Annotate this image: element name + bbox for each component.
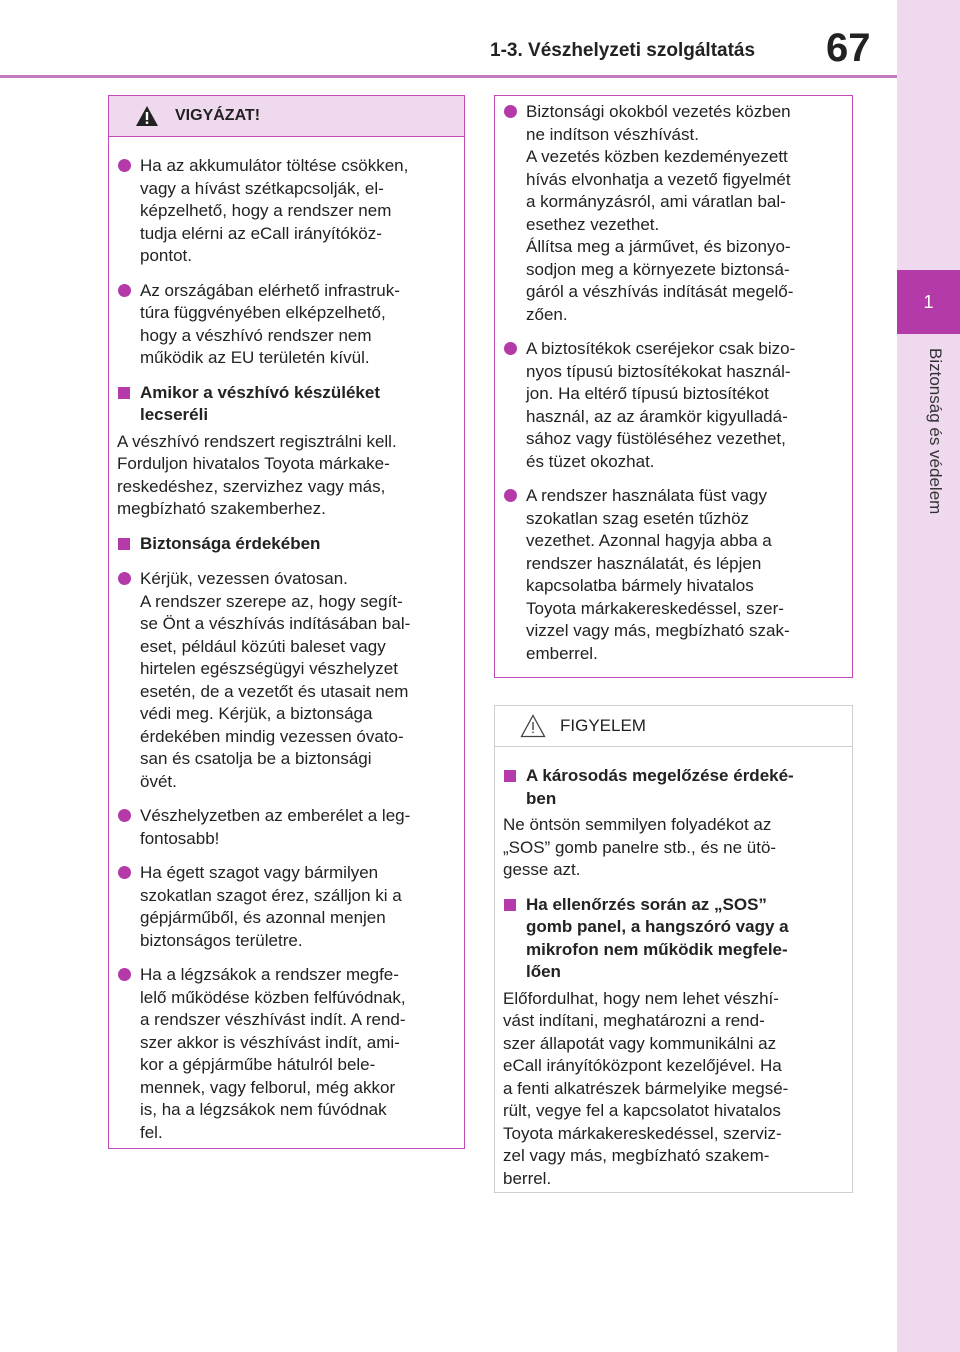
list-item-text: Ha égett szagot vagy bármilyen szokatlan szagot érez, szálljon ki a gépjárműből, és azonnal menjen biztonságos területre.: [140, 863, 402, 950]
list-item: [117, 280, 454, 370]
chapter-title: Biztonság és védelem: [926, 348, 945, 515]
bullet-icon: [118, 284, 131, 297]
list-item-text: Az országában elérhető infrastruk- túra függvényében elképzelhető, hogy a vészhívó rendszer nem működik az EU területén kívül.: [140, 280, 400, 367]
damage-text: Ne öntsön semmilyen folyadékot az „SOS” gomb panelre stb., és ne ütö- gesse azt.: [503, 815, 777, 879]
bullet-icon: [118, 968, 131, 981]
list-item: [117, 862, 454, 952]
notice-box: [494, 705, 853, 1193]
square-bullet-icon: [504, 770, 516, 782]
replace-heading: Amikor a vészhívó készüléket lecseréli: [140, 382, 381, 424]
warning-header: [109, 96, 464, 137]
list-item: [117, 568, 454, 793]
square-bullet-icon: [118, 387, 130, 399]
warning-box: [108, 95, 465, 1149]
notice-header: [495, 706, 852, 747]
bullet-icon: [504, 342, 517, 355]
page-number: 67: [826, 26, 871, 70]
warning-continued-box: [494, 95, 853, 678]
list-item-text: Kérjük, vezessen óvatosan. A rendszer szerepe az, hogy segít- se Önt a vészhívás indításában bal- eset, például közúti baleset vagy hirtelen egészségügyi vészhelyzet esetén, de a vezetőt és utasait nem védi meg. Kérjük, a biztonsága érdekében mindig vezessen óvato- san és csatolja be a biztonsági övét.: [140, 569, 411, 791]
list-item-text: A biztosítékok cseréjekor csak bizo- nyos típusú biztosítékokat használ- jon. Ha eltérő típusú biztosítékot használ, az az áramkör kigyulladá- sához vagy füstöléséhez vezethet, és tüzet okozhat.: [526, 339, 796, 471]
bullet-icon: [504, 105, 517, 118]
bullet-icon: [504, 489, 517, 502]
list-item-text: A rendszer használata füst vagy szokatlan szag esetén tűzhöz vezethet. Azonnal hagyja abba a rendszer használatát, és lépjen kapcsolatba bármely hivatalos Toyota márkakereskedéssel, szer- vizzel vagy más, megbízható szak- emberrel.: [526, 486, 790, 663]
chapter-number-tab[interactable]: 1: [897, 270, 960, 334]
list-item: [503, 338, 842, 473]
section-title: 1-3. Vészhelyzeti szolgáltatás: [490, 40, 756, 61]
check-heading: Ha ellenőrzés során az „SOS” gomb panel, a hangszóró vagy a mikrofon nem működik megfele- lően: [526, 894, 789, 981]
caution-triangle-icon: [520, 714, 546, 738]
bullet-icon: [118, 866, 131, 879]
warning-triangle-icon: [135, 105, 159, 127]
notice-title: FIGYELEM: [560, 716, 646, 735]
subheading: [117, 533, 454, 557]
warning-title: VIGYÁZAT!: [175, 107, 261, 124]
safety-heading: Biztonsága érdekében: [140, 533, 321, 553]
bullet-icon: [118, 159, 131, 172]
list-item: [503, 101, 842, 326]
check-text: Előfordulhat, hogy nem lehet vészhí- vást indítani, meghatározni a rend- szer állapotát vagy kommunikálni az eCall irányítóközpont kezelőjével. Ha a fenti alkatrészek bármelyike megsé- rült, vegye fel a kapcsolatot hivatalos Toyota márkakereskedéssel, szerviz- zel vagy más, megbízható szakem- berrel.: [503, 988, 789, 1188]
bullet-icon: [118, 572, 131, 585]
list-item: [117, 155, 454, 268]
square-bullet-icon: [118, 538, 130, 550]
list-item-text: Biztonsági okokból vezetés közben ne indítson vészhívást. A vezetés közben kezdeményezett hívás elvonhatja a vezető figyelmét a kormányzásról, ami váratlan bal- esethez vezethet. Állítsa meg a járművet, és bizonyo- sodjon meg a környezete biztonsá- gáról a vészhívás indítását megelő- zően.: [526, 102, 794, 324]
header-rule: [0, 75, 897, 78]
list-item: [503, 485, 842, 665]
chapter-sidebar: [897, 0, 960, 1352]
subheading: [503, 894, 842, 984]
subheading: [503, 765, 842, 810]
square-bullet-icon: [504, 899, 516, 911]
damage-heading: A károsodás megelőzése érdeké- ben: [526, 766, 794, 808]
list-item: [117, 964, 454, 1144]
list-item-text: Ha az akkumulátor töltése csökken, vagy a hívást szétkapcsolják, el- képzelhető, hogy a rendszer nem tudja elérni az eCall irányítóköz- pontot.: [140, 156, 409, 265]
list-item-text: Ha a légzsákok a rendszer megfe- lelő működése közben felfúvódnak, a rendszer vészhívást indít. A rend- szer akkor is vészhívást indít, ami- kor a gépjárműbe hátulról bele- mennek, vagy felborul, még akkor is, ha a légzsákok nem fúvódnak fel.: [140, 965, 406, 1142]
list-item: [117, 805, 454, 850]
subheading: [117, 382, 454, 427]
bullet-icon: [118, 809, 131, 822]
replace-text: A vészhívó rendszert regisztrálni kell. Forduljon hivatalos Toyota márkake- reskedéshez, szervizhez vagy más, megbízható szakemberhez.: [117, 431, 397, 518]
list-item-text: Vészhelyzetben az emberélet a leg- fontosabb!: [140, 806, 411, 848]
